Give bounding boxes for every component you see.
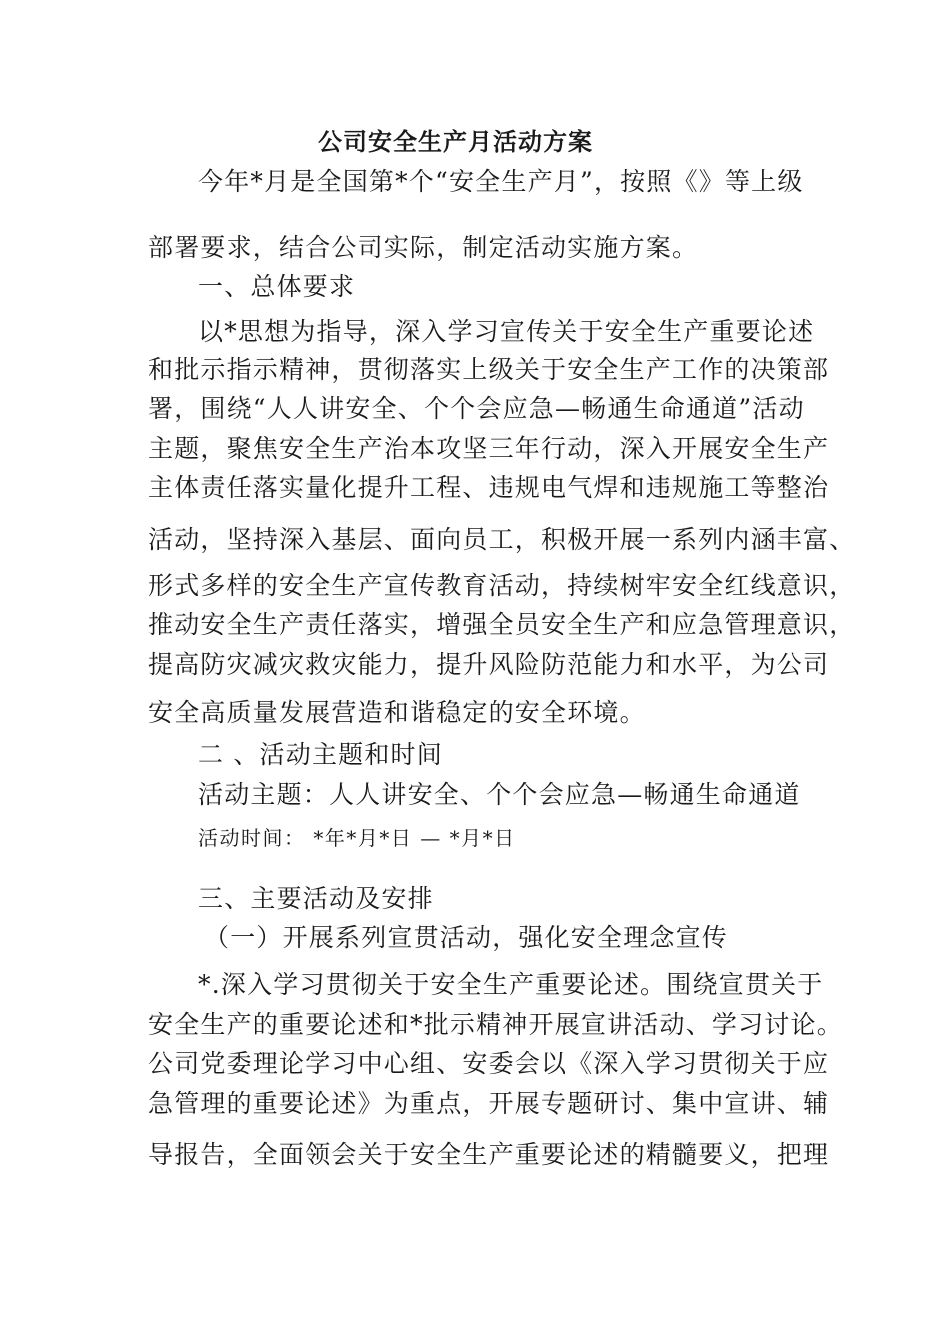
paragraph-line: 活动，坚持深入基层、面向员工，积极开展一系列内涵丰富、 — [148, 525, 856, 554]
section-heading: 二 、活动主题和时间 — [198, 740, 443, 769]
paragraph-line: 安全高质量发展营造和谐稳定的安全环境。 — [148, 698, 646, 727]
paragraph-line: 主题，聚焦安全生产治本攻坚三年行动，深入开展安全生产 — [148, 434, 830, 463]
section-heading: 三、主要活动及安排 — [198, 884, 434, 913]
paragraph-line: *.深入学习贯彻关于安全生产重要论述。围绕宣贯关于 — [198, 970, 824, 999]
document-title: 公司安全生产月活动方案 — [318, 127, 593, 156]
paragraph-line: 形式多样的安全生产宣传教育活动，持续树牢安全红线意识， — [148, 571, 856, 600]
paragraph-line: 急管理的重要论述》为重点，开展专题研讨、集中宣讲、辅 — [148, 1089, 830, 1118]
paragraph-line: 导报告，全面领会关于安全生产重要论述的精髓要义，把理 — [148, 1140, 830, 1169]
paragraph-line: 提高防灾减灾救灾能力，提升风险防范能力和水平，为公司 — [148, 650, 830, 679]
subsection-heading: （一）开展系列宣贯活动，强化安全理念宣传 — [204, 923, 729, 952]
activity-theme: 活动主题：人人讲安全、个个会应急—畅通生命通道 — [198, 780, 801, 809]
paragraph-line: 推动安全生产责任落实，增强全员安全生产和应急管理意识， — [148, 610, 856, 639]
paragraph-line: 以*思想为指导，深入学习宣传关于安全生产重要论述 — [198, 317, 815, 346]
paragraph-line: 公司党委理论学习中心组、安委会以《深入学习贯彻关于应 — [148, 1049, 830, 1078]
paragraph-line: 主体责任落实量化提升工程、违规电气焊和违规施工等整治 — [148, 473, 830, 502]
section-heading: 一、总体要求 — [198, 272, 356, 301]
paragraph-line: 署，围绕“人人讲安全、个个会应急—畅通生命通道”活动 — [148, 394, 805, 423]
activity-time: 活动时间： *年*月*日 — *月*日 — [198, 826, 516, 850]
paragraph-line: 安全生产的重要论述和*批示精神开展宣讲活动、学习讨论。 — [148, 1010, 843, 1039]
paragraph-line: 今年*月是全国第*个“安全生产月”，按照《》等上级 — [198, 167, 804, 196]
paragraph-line: 和批示指示精神，贯彻落实上级关于安全生产工作的决策部 — [148, 355, 830, 384]
paragraph-line: 部署要求，结合公司实际，制定活动实施方案。 — [148, 233, 699, 262]
